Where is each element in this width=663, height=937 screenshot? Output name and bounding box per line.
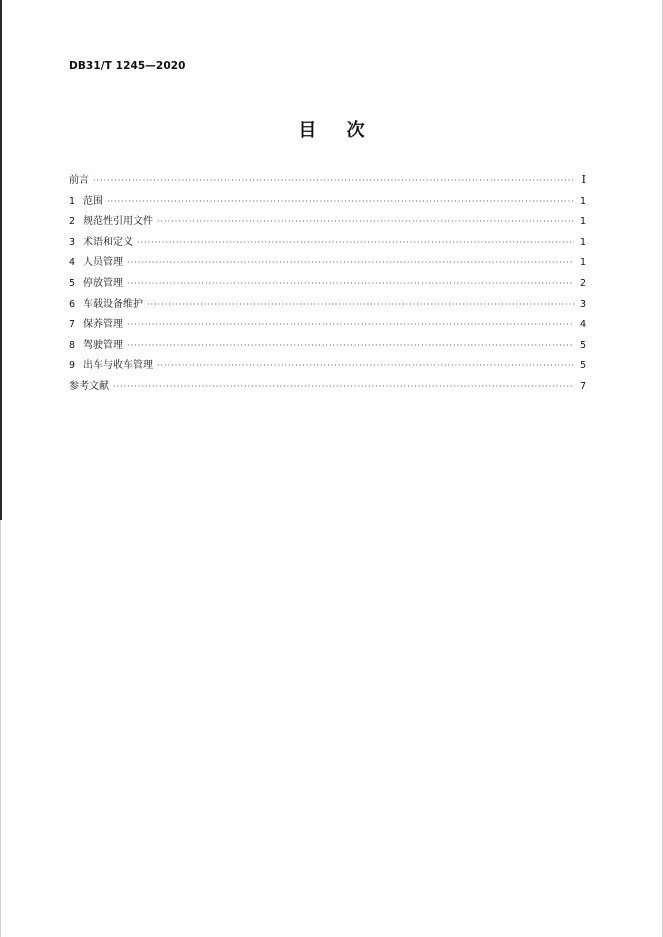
toc-entry-label: 保养管理 <box>83 319 123 331</box>
toc-entry-7[interactable] <box>69 315 586 336</box>
toc-leader-dots <box>107 197 574 206</box>
document-id: DB31/T 1245—2020 <box>69 60 186 72</box>
toc-entry-1[interactable] <box>69 192 586 213</box>
table-of-contents <box>69 171 586 398</box>
toc-entry-8[interactable] <box>69 336 586 357</box>
toc-entry-page: 5 <box>579 339 586 351</box>
toc-entry-label: 人员管理 <box>83 257 123 269</box>
toc-entry-6[interactable] <box>69 295 586 316</box>
toc-entry-label: 出车与收车管理 <box>83 360 153 372</box>
toc-entry-number: 1 <box>69 195 76 207</box>
toc-entry-4[interactable] <box>69 253 586 274</box>
toc-entry-references[interactable] <box>69 377 586 398</box>
toc-entry-page: 1 <box>579 236 586 248</box>
toc-entry-number: 5 <box>69 277 76 289</box>
toc-entry-number: 2 <box>69 216 76 228</box>
toc-entry-number: 3 <box>69 236 76 248</box>
toc-entry-foreword[interactable] <box>69 171 586 192</box>
toc-entry-page: 3 <box>579 298 586 310</box>
toc-entry-page: 2 <box>579 277 586 289</box>
toc-entry-number: 6 <box>69 298 76 310</box>
toc-entry-5[interactable] <box>69 274 586 295</box>
toc-entry-label: 驾驶管理 <box>83 339 123 351</box>
toc-leader-dots <box>93 176 574 185</box>
page-left-edge <box>0 0 2 520</box>
toc-entry-page: I <box>581 173 586 186</box>
toc-entry-label: 参考文献 <box>69 380 109 392</box>
toc-entry-3[interactable] <box>69 233 586 254</box>
toc-entry-number: 9 <box>69 360 76 372</box>
toc-entry-label: 术语和定义 <box>83 236 133 248</box>
toc-leader-dots <box>127 320 574 329</box>
toc-entry-2[interactable] <box>69 212 586 233</box>
toc-entry-page: 1 <box>579 257 586 269</box>
toc-entry-page: 1 <box>579 216 586 228</box>
toc-leader-dots <box>127 279 574 288</box>
toc-entry-page: 7 <box>579 380 586 392</box>
page-left-edge-lower <box>0 520 1 937</box>
toc-entry-number: 4 <box>69 257 76 269</box>
toc-entry-page: 1 <box>579 195 586 207</box>
toc-leader-dots <box>157 217 574 226</box>
toc-entry-page: 5 <box>579 360 586 372</box>
toc-entry-label: 停放管理 <box>83 277 123 289</box>
page-title-part2: 次 <box>346 120 365 141</box>
toc-entry-label: 范围 <box>83 195 103 207</box>
toc-entry-label: 前言 <box>69 175 89 186</box>
toc-entry-number: 8 <box>69 339 76 351</box>
page-title <box>0 116 663 142</box>
toc-leader-dots <box>137 238 574 247</box>
toc-entry-number: 7 <box>69 319 76 331</box>
toc-leader-dots <box>113 382 574 391</box>
toc-leader-dots <box>127 258 574 267</box>
toc-leader-dots <box>147 300 574 309</box>
toc-leader-dots <box>157 361 574 370</box>
toc-entry-page: 4 <box>579 319 586 331</box>
toc-leader-dots <box>127 341 574 350</box>
toc-entry-label: 车载设备维护 <box>83 298 143 310</box>
page-title-part1: 目 <box>298 120 317 141</box>
toc-entry-label: 规范性引用文件 <box>83 216 153 228</box>
toc-entry-9[interactable] <box>69 356 586 377</box>
